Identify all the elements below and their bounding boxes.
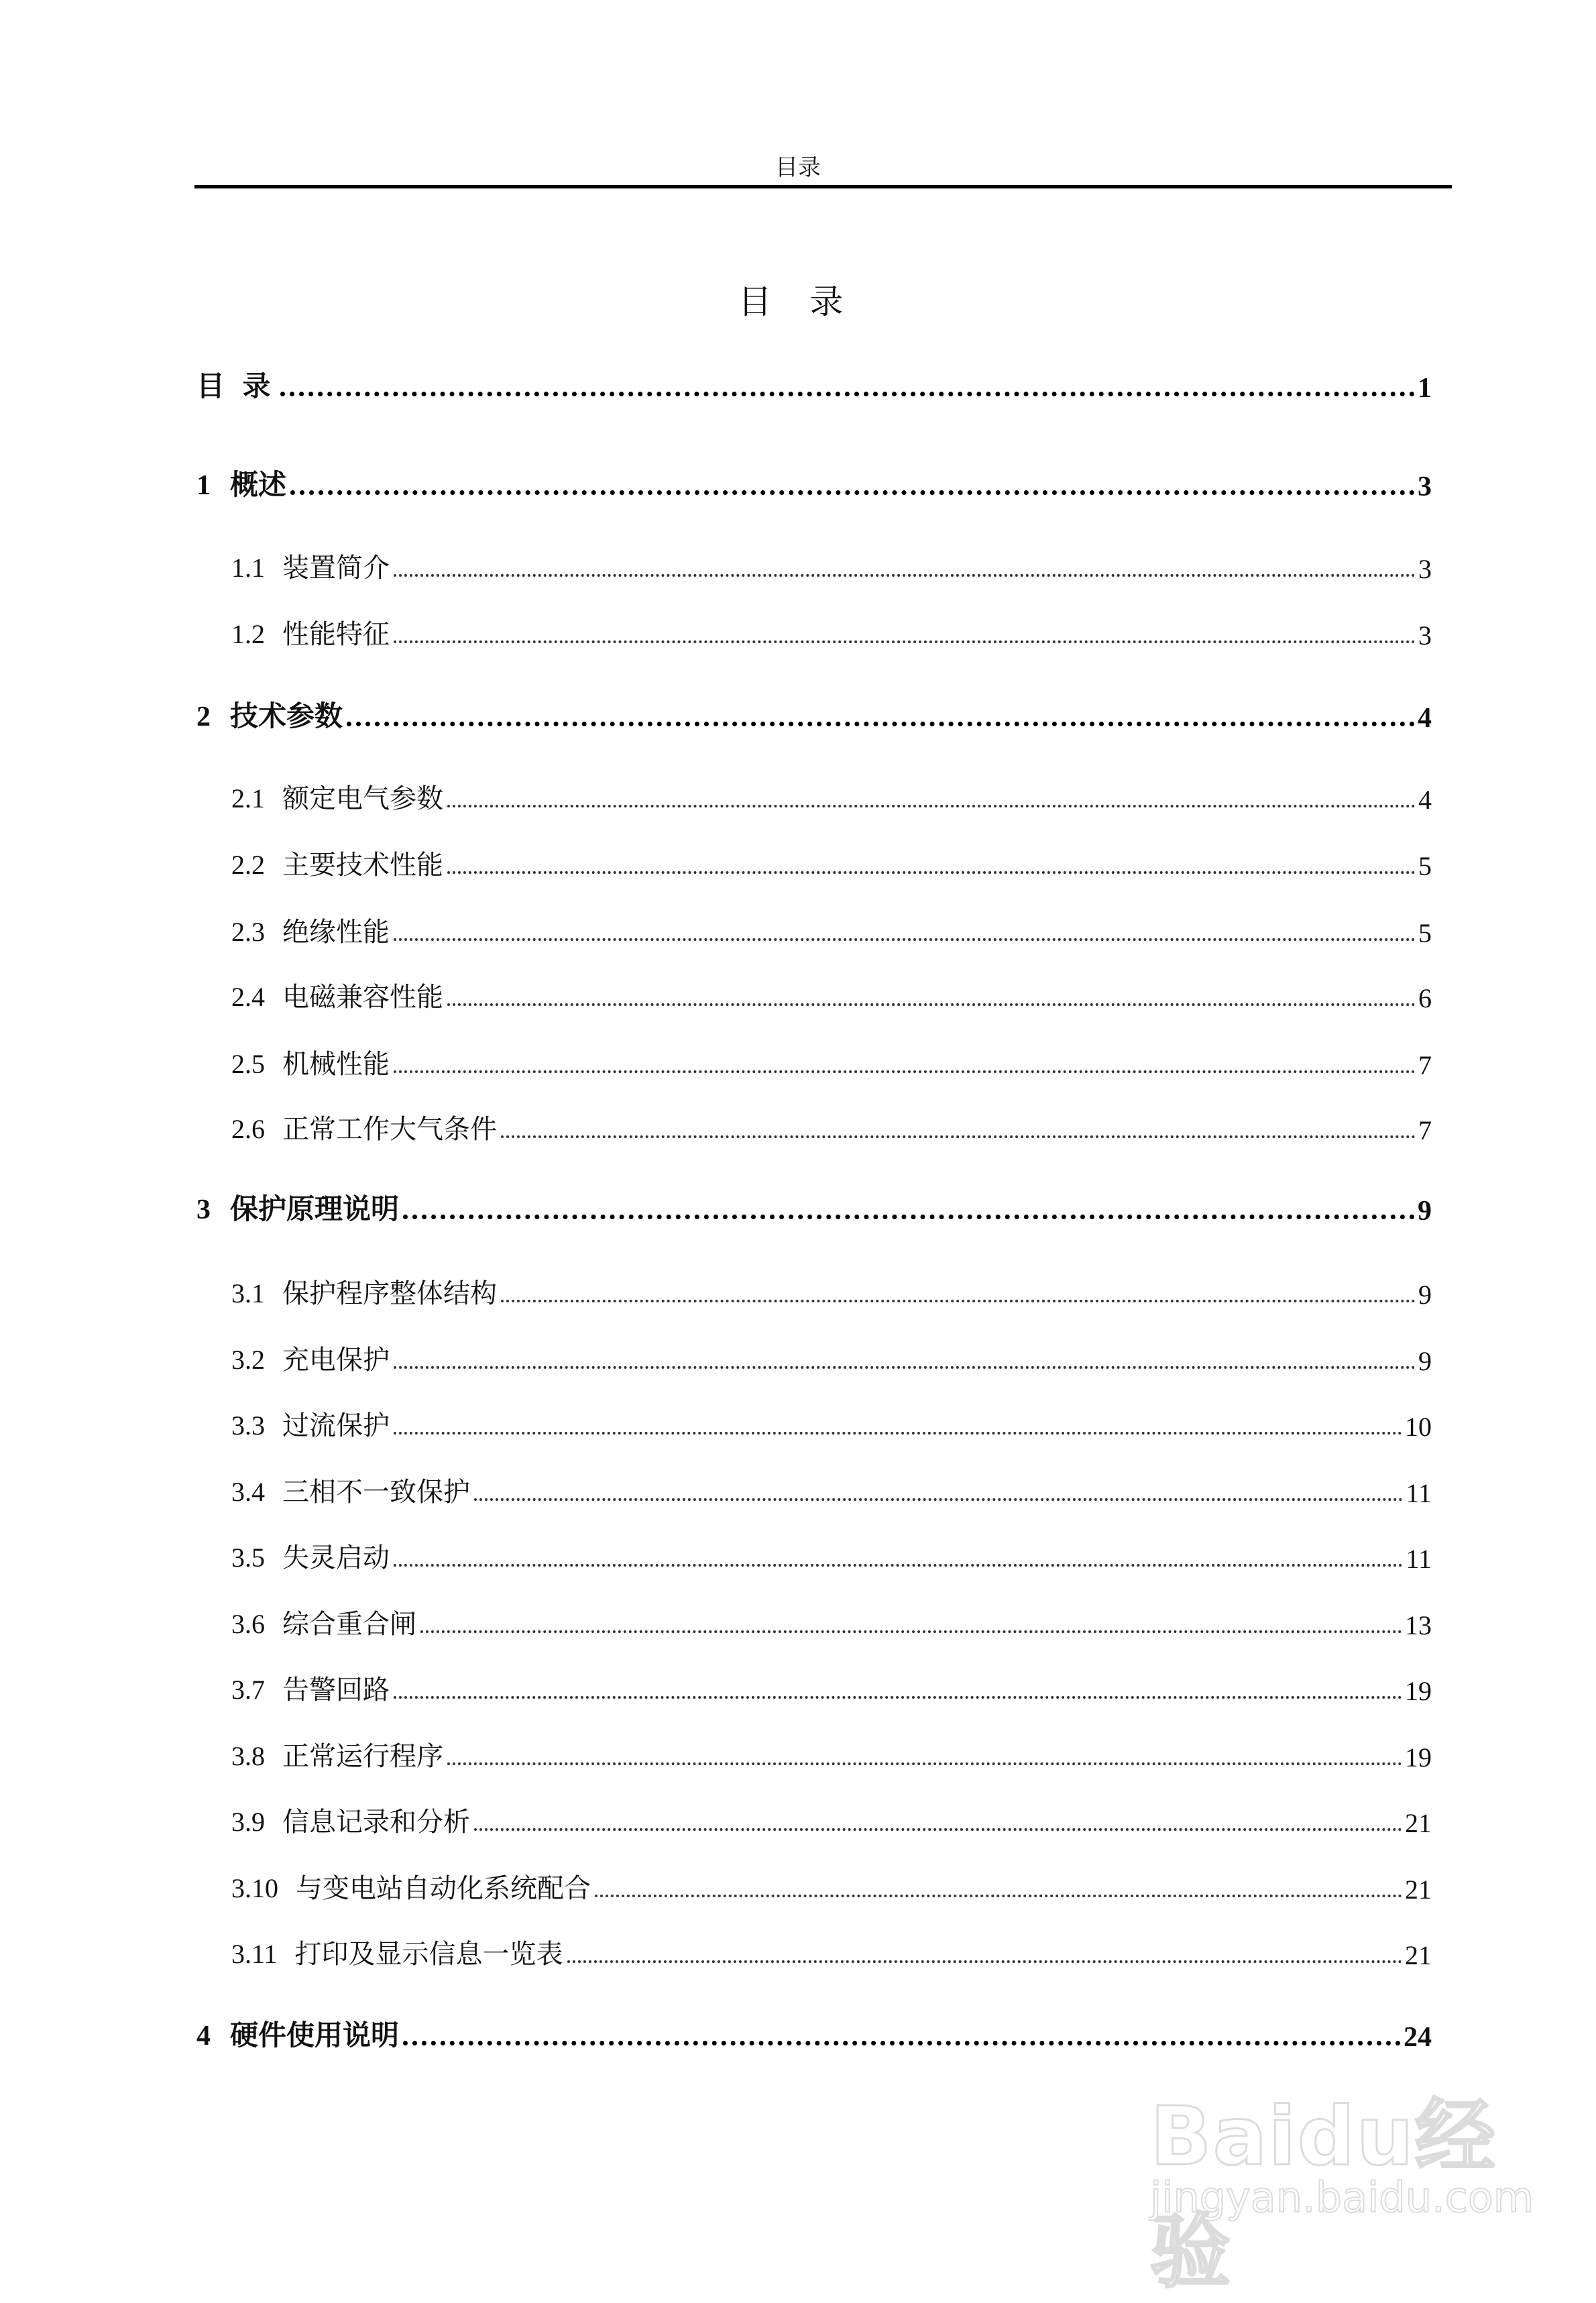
- toc-entry-title: 失灵启动: [282, 1542, 390, 1573]
- toc-entry-page: 21: [1405, 1808, 1432, 1838]
- toc-entry-page: 1: [1418, 373, 1432, 404]
- toc-entry-number: 2.4: [231, 982, 265, 1012]
- running-header: 目录: [775, 156, 821, 180]
- toc-entry-title: 目 录: [196, 372, 276, 402]
- toc-entry-page: 7: [1418, 1115, 1432, 1145]
- dot-leader: [394, 1432, 1402, 1435]
- toc-entry-page: 10: [1405, 1412, 1432, 1442]
- toc-entry-title: 性能特征: [282, 619, 390, 649]
- dot-leader: [394, 1696, 1402, 1699]
- toc-entry-number: 3.6: [231, 1609, 265, 1639]
- toc-entry-page: 7: [1418, 1050, 1432, 1080]
- toc-entry-label: [231, 1867, 595, 1905]
- toc-entry-page: 21: [1405, 1940, 1432, 1970]
- toc-entry[interactable]: [0, 545, 1596, 585]
- toc-entry[interactable]: [0, 1534, 1596, 1575]
- toc-entry-label: [196, 2013, 403, 2054]
- toc-entry-number: 3.2: [231, 1345, 265, 1375]
- toc-entry-label: [231, 1669, 394, 1707]
- toc-entry-title: 硬件使用说明: [230, 2021, 400, 2052]
- toc-entry-number: 2.6: [231, 1114, 265, 1144]
- toc-entry-number: 1: [196, 470, 211, 501]
- toc-entry-number: 3.9: [231, 1807, 265, 1837]
- toc-entry-page: 9: [1418, 1280, 1432, 1310]
- toc-entry-label: [231, 844, 447, 882]
- toc-entry-title: 打印及显示信息一览表: [294, 1939, 563, 1969]
- toc-entry[interactable]: [0, 611, 1596, 651]
- dot-leader: [394, 640, 1416, 643]
- toc-entry[interactable]: [0, 1667, 1596, 1707]
- toc-entry-label: [231, 1471, 474, 1509]
- header-rule: [194, 185, 1452, 188]
- dot-leader: [394, 574, 1416, 577]
- dot-leader: [403, 1215, 1415, 1219]
- toc-entry-number: 3.3: [231, 1410, 265, 1441]
- toc-entry-title: 综合重合闸: [282, 1609, 416, 1639]
- toc-entry-label: [231, 1272, 501, 1310]
- toc-entry-title: 主要技术性能: [282, 850, 443, 880]
- toc-entry-number: 3.5: [231, 1542, 265, 1573]
- toc-entry-title: 三相不一致保护: [282, 1477, 470, 1507]
- dot-leader: [447, 1762, 1402, 1765]
- toc-entry[interactable]: [0, 1931, 1596, 1971]
- toc-entry-label: [231, 1108, 501, 1146]
- dot-leader: [501, 1300, 1416, 1302]
- toc-entry-label: [231, 911, 394, 949]
- toc-entry-title: 充电保护: [282, 1345, 390, 1375]
- toc-entry-number: 3.8: [231, 1741, 265, 1771]
- toc-entry-page: 11: [1406, 1478, 1432, 1508]
- toc-entry-title: 技术参数: [230, 701, 343, 732]
- toc-entry-page: 3: [1418, 554, 1432, 584]
- dot-leader: [474, 1828, 1402, 1831]
- toc-entry[interactable]: [0, 1733, 1596, 1773]
- dot-leader: [447, 1003, 1416, 1006]
- toc-entry[interactable]: [0, 775, 1596, 816]
- toc-entry-page: 3: [1418, 471, 1432, 502]
- toc-entry-title: 装置简介: [282, 553, 390, 583]
- toc-entry[interactable]: [0, 1601, 1596, 1641]
- dot-leader: [474, 1498, 1403, 1501]
- toc-entry-title: 机械性能: [282, 1049, 390, 1079]
- toc-entry-number: 3.10: [231, 1873, 278, 1903]
- toc-entry-label: [231, 1043, 394, 1081]
- toc-entry-label: [231, 976, 447, 1014]
- dot-leader: [394, 938, 1416, 941]
- toc-title: 目 录: [738, 283, 858, 321]
- toc-entry[interactable]: [0, 694, 1596, 734]
- toc-entry-label: [231, 777, 447, 816]
- toc-entry-number: 2.2: [231, 850, 265, 880]
- toc-entry[interactable]: [0, 909, 1596, 949]
- toc-entry-label: [231, 1933, 567, 1971]
- toc-entry-page: 19: [1405, 1742, 1432, 1773]
- toc-entry-number: 3.11: [231, 1939, 278, 1969]
- toc-entry-page: 21: [1405, 1874, 1432, 1905]
- baidu-watermark: [1137, 2032, 1534, 2299]
- toc-entry-number: 3: [196, 1194, 211, 1225]
- toc-entry-title: 正常工作大气条件: [282, 1114, 497, 1144]
- toc-entry-label: [196, 364, 280, 404]
- toc-entry-title: 保护原理说明: [230, 1194, 400, 1225]
- toc-entry-title: 信息记录和分析: [282, 1807, 470, 1837]
- dot-leader: [420, 1630, 1402, 1633]
- toc-entry-number: 3.1: [231, 1278, 265, 1308]
- dot-leader: [394, 1070, 1416, 1073]
- dot-leader: [394, 1366, 1416, 1369]
- watermark-brand: Baidu经验: [1150, 2090, 1497, 2299]
- toc-entry-label: [231, 1603, 420, 1641]
- toc-entry-page: 5: [1418, 918, 1432, 948]
- toc-entry-title: 保护程序整体结构: [282, 1278, 497, 1308]
- toc-entry-number: 1.1: [231, 553, 265, 583]
- toc-entry-page: 19: [1405, 1676, 1432, 1706]
- watermark-url: jingyan.baidu.com: [1150, 2173, 1534, 2222]
- toc-entry-title: 与变电站自动化系统配合: [296, 1873, 591, 1903]
- toc-entry-label: [231, 1339, 394, 1377]
- toc-entry-title: 过流保护: [282, 1410, 390, 1441]
- toc-entry-number: 3.7: [231, 1675, 265, 1705]
- toc-entry[interactable]: [0, 364, 1596, 404]
- toc-entry-page: 5: [1418, 851, 1432, 881]
- toc-entry-number: 4: [196, 2021, 211, 2052]
- dot-leader: [447, 805, 1416, 807]
- toc-entry-label: [196, 463, 290, 503]
- dot-leader: [280, 392, 1415, 396]
- toc-entry[interactable]: [0, 974, 1596, 1014]
- toc-entry-number: 1.2: [231, 619, 265, 649]
- toc-entry[interactable]: [0, 1270, 1596, 1310]
- toc-entry[interactable]: [0, 463, 1596, 503]
- toc-entry-label: [231, 1536, 394, 1575]
- toc-entry-page: 6: [1418, 983, 1432, 1013]
- toc-entry-page: 4: [1418, 785, 1432, 815]
- toc-entry[interactable]: [0, 1469, 1596, 1509]
- toc-entry[interactable]: [0, 1187, 1596, 1227]
- toc-entry-page: 13: [1405, 1610, 1432, 1640]
- toc-entry-page: 9: [1418, 1346, 1432, 1376]
- toc-entry-title: 绝缘性能: [282, 917, 390, 947]
- toc-entry-label: [231, 613, 394, 651]
- toc-entry[interactable]: [0, 1865, 1596, 1905]
- toc-entry[interactable]: [0, 1041, 1596, 1081]
- toc-entry-page: 11: [1406, 1544, 1432, 1574]
- toc-entry-number: 2.3: [231, 917, 265, 947]
- dot-leader: [347, 722, 1415, 726]
- dot-leader: [447, 871, 1416, 874]
- toc-entry-title: 正常运行程序: [282, 1741, 443, 1771]
- toc-entry-label: [231, 547, 394, 585]
- dot-leader: [501, 1135, 1416, 1138]
- toc-entry-page: 4: [1418, 703, 1432, 734]
- toc-entry-label: [196, 1187, 403, 1227]
- toc-entry-title: 告警回路: [282, 1675, 390, 1705]
- toc-entry-number: 3.4: [231, 1477, 265, 1507]
- toc-entry-label: [196, 694, 347, 734]
- toc-entry[interactable]: [0, 1337, 1596, 1377]
- toc-entry-number: 2.1: [231, 783, 265, 813]
- toc-entry-page: 9: [1418, 1196, 1432, 1227]
- dot-leader: [595, 1895, 1402, 1897]
- toc-entry-page: 24: [1404, 2022, 1432, 2053]
- toc-entry[interactable]: [0, 842, 1596, 882]
- toc-entry-number: 2: [196, 701, 211, 732]
- toc-entry-label: [231, 1801, 474, 1839]
- dot-leader: [567, 1960, 1402, 1963]
- toc-entry-title: 概述: [230, 470, 287, 501]
- toc-entry-title: 电磁兼容性能: [282, 982, 443, 1012]
- toc-entry-page: 3: [1418, 620, 1432, 651]
- toc-entry[interactable]: [0, 1106, 1596, 1146]
- toc-entry-number: 2.5: [231, 1049, 265, 1079]
- toc-entry-label: [231, 1735, 447, 1773]
- toc-entry[interactable]: [0, 1402, 1596, 1443]
- toc-entry[interactable]: [0, 1799, 1596, 1839]
- dot-leader: [394, 1564, 1403, 1567]
- dot-leader: [290, 490, 1415, 495]
- toc-entry-label: [231, 1404, 394, 1443]
- toc-entry-title: 额定电气参数: [282, 783, 443, 813]
